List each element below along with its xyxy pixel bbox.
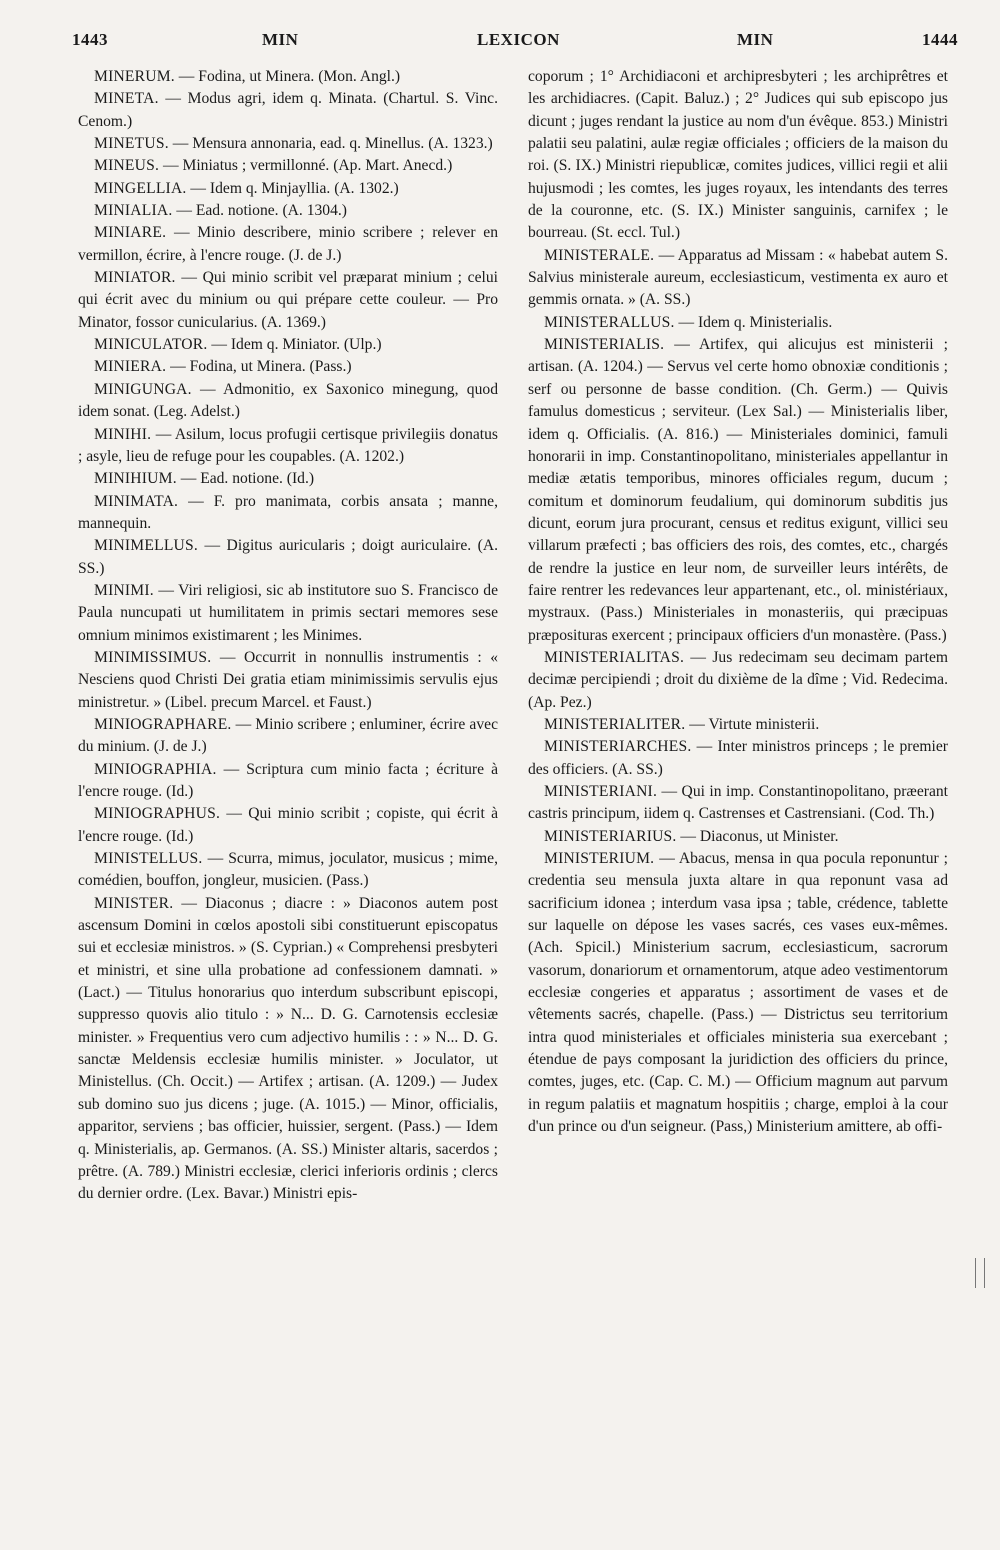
dictionary-entry (78, 222, 498, 267)
dictionary-entry (78, 178, 498, 200)
entry-definition: — Fodina, ut Minera. (Mon. Angl.) (174, 68, 401, 85)
entry-headword: MINIHI. (94, 425, 152, 443)
entry-headword: MINISTERALE. (544, 246, 655, 264)
entry-definition: — Abacus, mensa in qua pocula reponuntur ; credentia seu mensula juxta altare in qua reponunt vasa ad sacrificium idonea ; interdum vasa ipsa ; table, crédence, tablette sur laquelle on dépose les vases sacrés, ces vases eux-mêmes. (Ach. Spicil.) Ministerium sacrum, ecclesiasticum, sacrorum vasorum, donariorum et ornamentorum, atque adeo vestimentorum ecclesiæ congeries et apparatus ; assortiment de vases et de vêtements sacrés, chapelle. (Pass.) — Districtus seu territorium intra quod ministeriales et officiales ministeria sua exercebant ; étendue de pays composant la juridiction des officiers du prince, comtes, juges, etc. (Cap. C. M.) — Officium magnum aut parvum in regum palatiis et magnatum hospitiis ; charge, emploi à la cour d'un prince ou d'un seigneur. (Pass,) Ministerium amittere, ab offi- (528, 850, 948, 1136)
entry-headword: MINISTERIALITER. (544, 715, 686, 733)
entry-definition: — Minio scribere ; enluminer, écrire avec du minium. (J. de J.) (78, 715, 498, 756)
entry-headword: MINIMATA. (94, 492, 179, 510)
entry-definition: — Idem q. Minjayllia. (A. 1302.) (186, 179, 399, 197)
entry-headword: MINIMISSIMUS. (94, 648, 212, 666)
dictionary-entry (78, 714, 498, 759)
dictionary-entry (78, 424, 498, 469)
entry-headword: MINIOGRAPHARE. (94, 715, 232, 733)
entry-definition: — Artifex, qui alicujus est ministerii ; artisan. (A. 1204.) — Servus vel certe homo obnoxiæ conditionis ; serf ou personne de basse condition. (Ch. Germ.) — Quivis famulus domesticus ; serviteur. (Lex Sal.) — Ministerialis liber, idem q. Officialis. (A. 816.) — Ministeriales dominici, famuli honorarii in imp. Constantinopolitano, ministeriales appellantur in mediæ ætatis temporibus, minores officiales regum, ducum ; comitum et dominorum feudalium, qui dominorum subditis jus dicunt, eorum jura procurant, census et reditus exigunt, villici seu villarum præfecti ; bas officiers des rois, des comtes, etc., chargés de rendre la justice en leur nom, de surveiller leurs intérêts, de faire rentrer les redevances leur appartenant, etc., ol. ministériaux, mystraux. (Pass.) Ministeriales in monasteriis, qui præcipuas præposituras exercent ; principaux officiers d'un monastère. (Pass.) (528, 336, 948, 644)
center-running-head: LEXICON (477, 30, 560, 49)
entry-headword: MINISTERIALIS. (544, 336, 665, 354)
entry-definition: — Diaconus, ut Minister. (676, 827, 839, 845)
entry-definition: — Jus redecimam seu decimam partem decimæ percipiendi ; droit du dixième de la dîme ; Vid. Redecima. (Ap. Pez.) (528, 648, 948, 711)
entry-definition: — Idem q. Miniator. (Ulp.) (207, 336, 382, 354)
dictionary-entry (528, 312, 948, 334)
left-column (78, 66, 498, 1206)
page-header (72, 30, 958, 58)
dictionary-entry (78, 535, 498, 580)
entry-headword: MINISTERIALITAS. (544, 648, 685, 666)
entry-headword: MINISTERIANI. (544, 783, 658, 800)
entry-headword: MINISTERIARIUS. (544, 827, 677, 845)
dictionary-entry (78, 379, 498, 424)
dictionary-entry (78, 155, 498, 177)
entry-definition: — Occurrit in nonnullis instrumentis : « Nesciens quod Christi Dei gratia etiam minimissimis servulis ejus ministretur. » (Libel. precum Marcel. et Faust.) (78, 648, 498, 711)
entry-headword: MINICULATOR. (94, 336, 208, 354)
dictionary-entry (78, 133, 498, 155)
right-column (528, 66, 948, 1139)
entry-headword: MINIERA. (94, 358, 167, 376)
entry-definition: — Inter ministros princeps ; le premier des officiers. (A. SS.) (528, 738, 948, 778)
entry-definition: — Miniatus ; vermillonné. (Ap. Mart. Anecd.) (159, 157, 453, 175)
entry-definition: — Admonitio, ex Saxonico minegung, quod idem sonat. (Leg. Adelst.) (78, 380, 498, 421)
dictionary-entry (78, 334, 498, 356)
dictionary-entry (78, 893, 498, 1206)
dictionary-entry (528, 66, 948, 245)
entry-headword: MINIHIUM. (94, 470, 177, 488)
dictionary-entry (78, 468, 498, 490)
dictionary-entry (528, 848, 948, 1138)
entry-definition: — Scurra, mimus, joculator, musicus ; mime, comédien, bouffon, jongleur, musicien. (Pass.) (78, 850, 498, 890)
dictionary-entry (528, 647, 948, 714)
entry-headword: MINIMELLUS. (94, 537, 198, 555)
entry-definition: — Asilum, locus profugii certisque privilegiis donatus ; asyle, lieu de refuge pour les coupables. (A. 1202.) (78, 425, 498, 465)
entry-definition: — Minio describere, minio scribere ; relever en vermillon, écrire, à l'encre rouge. (J. de J.) (78, 224, 498, 264)
entry-headword: MINISTERIUM. (544, 850, 655, 868)
dictionary-entry (78, 580, 498, 647)
entry-definition: — Modus agri, idem q. Minata. (Chartul. S. Vinc. Cenom.) (78, 90, 498, 130)
entry-headword: MINIATOR. (94, 269, 176, 287)
entry-headword: MINISTER. (94, 894, 174, 912)
entry-definition: — Scriptura cum minio facta ; écriture à l'encre rouge. (Id.) (78, 760, 498, 800)
entry-definition: — Qui minio scribit vel præparat minium ; celui qui écrit avec du minium ou qui prépare cette couleur. — Pro Minator, fossor cunicularius. (A. 1369.) (78, 269, 498, 331)
entry-definition: — Mensura annonaria, ead. q. Minellus. (A. 1323.) (168, 135, 493, 153)
entry-headword: MINETUS. (94, 135, 169, 153)
entry-headword: MINGELLIA. (94, 179, 187, 197)
dictionary-entry (78, 267, 498, 334)
entry-headword: MINIALIA. (94, 202, 173, 220)
dictionary-entry (528, 334, 948, 647)
entry-definition: — Ead. notione. (A. 1304.) (172, 202, 347, 220)
dictionary-entry (528, 714, 948, 736)
dictionary-entry (78, 848, 498, 893)
dictionary-entry (78, 491, 498, 536)
dictionary-entry (528, 736, 948, 781)
entry-headword: MINIGUNGA. (94, 380, 192, 398)
entry-definition: — Digitus auricularis ; doigt auriculaire. (A. SS.) (78, 537, 498, 577)
dictionary-entry (78, 759, 498, 804)
dictionary-entry (78, 356, 498, 378)
entry-headword: MINISTERALLUS. (544, 313, 675, 331)
entry-headword: MINISTELLUS. (94, 850, 203, 868)
right-running-head: MIN (737, 30, 774, 49)
entry-definition: — Qui in imp. Constantinopolitano, præerant castris principum, iidem q. Castrenses et Castrensiani. (Cod. Th.) (528, 783, 948, 823)
left-page-number: 1443 (72, 30, 108, 49)
entry-definition: — F. pro manimata, corbis ansata ; manne, mannequin. (78, 492, 498, 532)
entry-headword: MINIMI. (94, 581, 154, 599)
entry-definition: — Fodina, ut Minera. (Pass.) (166, 358, 352, 376)
dictionary-entry (528, 826, 948, 848)
dictionary-entry (78, 66, 498, 88)
entry-headword: MINISTERIARCHES. (544, 738, 692, 756)
right-page-number: 1444 (922, 30, 958, 49)
entry-definition: — Apparatus ad Missam : « habebat autem S. Salvius ministerale aureum, ecclesiasticum, vestimenta ex auro et gemmis ornata. » (A. SS.) (528, 246, 948, 309)
entry-headword: MINETA. (94, 90, 159, 108)
entry-headword: MINIOGRAPHIA. (94, 760, 217, 778)
dictionary-entry (78, 88, 498, 133)
entry-definition: — Viri religiosi, sic ab institutore suo S. Francisco de Paula nuncupati ut humilitatem in primis sectari memores sese omnium minimos existimarent ; les Minimes. (78, 581, 498, 644)
entry-headword: MINEUS. (94, 157, 160, 175)
entry-headword: MINERUM. (94, 68, 175, 85)
entry-definition: — Qui minio scribit ; copiste, qui écrit à l'encre rouge. (Id.) (78, 805, 498, 845)
entry-definition: — Ead. notione. (Id.) (176, 470, 315, 488)
dictionary-entry (78, 647, 498, 714)
entry-definition: — Idem q. Ministerialis. (674, 313, 833, 331)
dictionary-entry (78, 803, 498, 848)
entry-definition: — Diaconus ; diacre : » Diaconos autem post ascensum Domini in cœlos apostoli sibi constituerunt episcopatus sui et ecclesiæ ministros. » (S. Cyprian.) « Comprehensi presbyteri et ministri, et sine ulla probatione ad confessionem damnati. » (Lact.) — Titulus honorarius quo interdum subscribunt episcopi, suppresso quovis alio titulo : » N... D. G. Carnotensis ecclesiæ minister. » Frequentius vero cum adjectivo humilis : : » N... D. G. sanctæ Meldensis ecclesiæ humilis minister. » Joculator, ut Ministellus. (Ch. Occit.) — Artifex ; artisan. (A. 1209.) — Judex sub domino suo jus dicens ; juge. (A. 1015.) — Minor, officialis, apparitor, serviens ; bas officier, huissier, sergent. (Pass.) — Idem q. Ministerialis, ap. Germanos. (A. SS.) Minister altaris, sacerdos ; prêtre. (A. 789.) Ministri ecclesiæ, clerici inferioris ordinis ; clercs du dernier ordre. (Lex. Bavar.) Ministri epis- (78, 894, 498, 1203)
dictionary-entry (528, 781, 948, 826)
entry-definition: — Virtute ministerii. (685, 715, 820, 733)
entry-headword: MINIARE. (94, 224, 167, 242)
left-running-head: MIN (262, 30, 299, 49)
entry-definition: coporum ; 1° Archidiaconi et archipresbyteri ; les archiprêtres et les archidiacres. (Capit. Baluz.) ; 2° Judices qui sub episcopo jus dicunt ; juges rendant la justice au nom d'un évêque. 853.) Ministri palatii seu palatini, aulæ regiæ officiales ; officiers de la maison du roi. (S. IX.) Ministri riepublicæ, comites judices, villici regii et alii hujusmodi ; les comtes, les juges royaux, les intendants des terres de la couronne, etc. (S. IX.) Minister sanguinis, carnifex ; le bourreau. (St. eccl. Tul.) (528, 68, 948, 242)
dictionary-entry (78, 200, 498, 222)
margin-mark (975, 1258, 985, 1288)
dictionary-entry (528, 245, 948, 312)
entry-headword: MINIOGRAPHUS. (94, 805, 221, 823)
